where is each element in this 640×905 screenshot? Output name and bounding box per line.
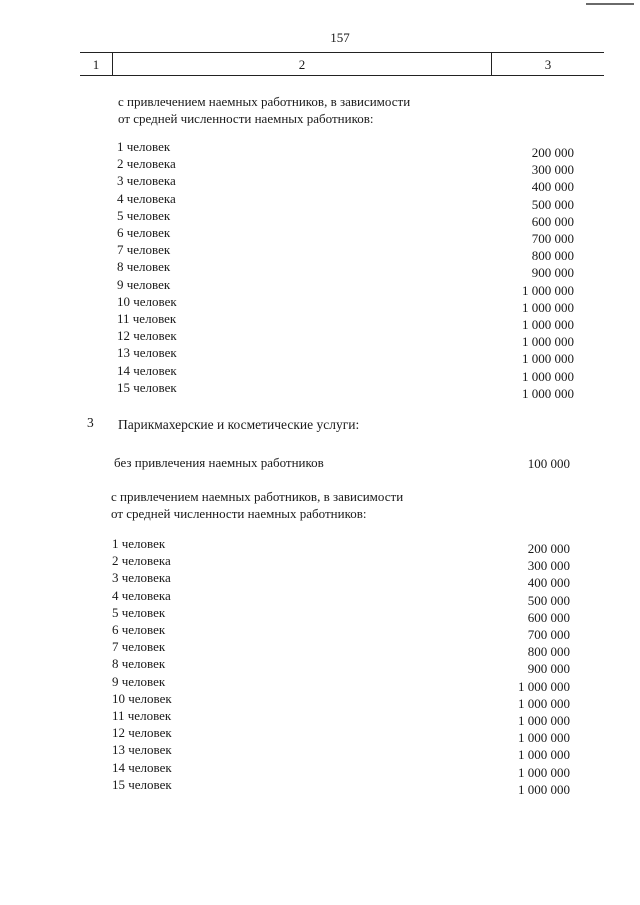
column-header-3: 3 [544,57,552,72]
block-a-row-value: 1 000 000 [522,351,574,367]
block-a-row [0,259,640,281]
item-3-row-label: 10 человек [112,690,172,706]
item-3-row [0,570,640,591]
block-a-row-value: 200 000 [531,145,574,160]
block-a-row-label: 9 человек [117,276,171,292]
block-a-row [0,293,640,315]
item-3-row-label: 1 человек [112,536,166,551]
block-a-row-label: 14 человек [117,362,177,378]
item-3-row [0,587,640,608]
page-number: 157 [330,30,350,45]
column-header-2: 2 [113,53,492,75]
block-a-row [0,207,640,229]
item-3-intro [111,488,471,522]
block-a-row [0,190,640,212]
item-3-row [0,690,640,711]
block-a-row-value: 800 000 [531,248,574,264]
item-3-row-label: 13 человек [112,742,172,758]
block-a-row-value: 700 000 [531,231,574,246]
item-3-row-value: 900 000 [527,661,570,677]
block-a-row [0,379,640,401]
item-3-row-value: 1 000 000 [518,747,570,763]
item-3-row-label: 15 человек [112,776,172,792]
block-a-row [0,156,640,178]
block-a-row-label: 8 человек [117,259,171,275]
block-a-row [0,362,640,384]
item-3-row-value: 400 000 [527,575,570,591]
item-3-row-label: 5 человек [112,604,166,620]
item-3-row [0,776,640,797]
block-a-row-label: 5 человек [117,207,171,223]
item-3-row [0,656,640,677]
item-3-no-workers-label: без привлечения наемных работников [114,455,324,470]
item-3-row-label: 7 человек [112,639,166,655]
item-3-row-value: 300 000 [527,558,570,574]
block-a-intro-line-2: от средней численности наемных работников: [118,111,374,126]
item-3-row-value: 800 000 [527,644,570,660]
block-a-intro [118,93,478,127]
item-3-row-label: 11 человек [112,708,172,723]
column-header-row [80,52,604,76]
block-a-row-label: 11 человек [117,311,177,326]
item-3-row-label: 8 человек [112,656,166,672]
block-a-row-label: 4 человека [117,190,176,206]
item-3-row [0,536,640,556]
block-a-row-value: 1 000 000 [522,368,574,384]
item-3-row-label: 3 человека [112,570,171,586]
item-3-row [0,639,640,660]
block-a-row-value: 1 000 000 [522,299,574,315]
block-a-row-value: 300 000 [531,162,574,178]
block-a-row-label: 15 человек [117,379,177,395]
item-3-row [0,622,640,642]
item-3-row [0,725,640,746]
block-a-row [0,225,640,246]
item-3-row-value: 1 000 000 [518,678,570,694]
block-a-row-value: 600 000 [531,213,574,229]
block-a-row-label: 1 человек [117,139,171,154]
block-a-row-label: 6 человек [117,225,171,240]
block-a-row-label: 12 человек [117,328,177,344]
block-a-intro-line-1: с привлечением наемных работников, в зависимости [118,94,411,109]
item-3-row [0,742,640,763]
item-3-row-label: 12 человек [112,725,172,741]
block-a-row [0,242,640,264]
block-a-row [0,328,640,350]
item-3-intro-line-1: с привлечением наемных работников, в зависимости [111,489,404,504]
item-3-number: 3 [87,415,94,430]
item-3-row-value: 1 000 000 [518,695,570,711]
item-3-row-label: 9 человек [112,673,166,689]
block-a-row [0,345,640,367]
item-3-row-label: 6 человек [112,622,166,637]
item-3-row [0,759,640,780]
block-a-row [0,311,640,332]
item-3-no-workers-value: 100 000 [527,456,570,471]
item-3-row-value: 200 000 [527,541,570,556]
item-3-row-value: 600 000 [527,609,570,625]
scan-edge-mark [586,3,634,5]
item-3-row-value: 500 000 [527,592,570,608]
item-3-row-value: 1 000 000 [518,781,570,797]
block-a-row-label: 3 человека [117,173,176,189]
item-3-title: Парикмахерские и косметические услуги: [118,417,360,432]
item-3-row-value: 1 000 000 [518,713,570,728]
block-a-row-value: 400 000 [531,179,574,195]
item-3-row-label: 4 человека [112,587,171,603]
item-3-row [0,708,640,728]
block-a-row-label: 7 человек [117,242,171,258]
block-a-row-label: 13 человек [117,345,177,361]
block-a-row-label: 10 человек [117,293,177,309]
item-3-row [0,604,640,625]
item-3-row-value: 1 000 000 [518,730,570,746]
block-a-row [0,173,640,195]
block-a-row-value: 1 000 000 [522,282,574,298]
block-a-row-value: 1 000 000 [522,317,574,332]
block-a-row-value: 1 000 000 [522,334,574,350]
block-a-row-label: 2 человека [117,156,176,172]
item-3-row-label: 14 человек [112,759,172,775]
block-a-row [0,276,640,298]
item-3-intro-line-2: от средней численности наемных работников: [111,506,367,521]
item-3-row [0,553,640,574]
block-a-row [0,139,640,160]
block-a-row-value: 1 000 000 [522,385,574,401]
item-3-row-value: 1 000 000 [518,764,570,780]
item-3-row [0,673,640,694]
block-a-row-value: 900 000 [531,265,574,281]
column-header-1: 1 [80,53,113,75]
item-3-row-label: 2 человека [112,553,171,569]
block-a-row-value: 500 000 [531,196,574,212]
item-3-row-value: 700 000 [527,627,570,642]
